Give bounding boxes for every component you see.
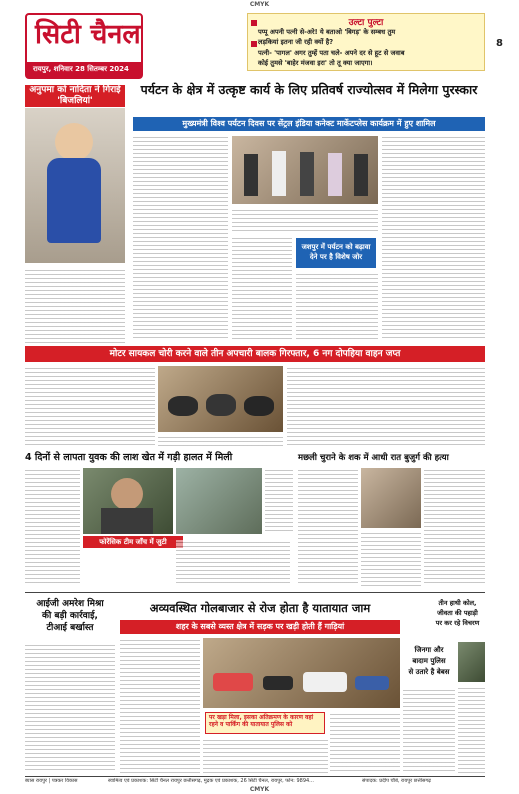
bullet-icon bbox=[251, 41, 257, 47]
seized-vehicles-photo bbox=[158, 366, 283, 432]
main-story-subhead: मुख्यमंत्री विश्व पर्यटन दिवस पर सेंट्रल इंडिया कनेक्ट मार्केटप्लेस कार्यक्रम में हुए शामिल bbox=[133, 117, 485, 131]
cmyk-bottom-marker: CMYK bbox=[249, 786, 270, 793]
masthead bbox=[25, 13, 143, 79]
actress-photo bbox=[25, 108, 125, 263]
missing-story-headline: 4 दिनों से लापता युवक की लाश खेत में गड़ी हालत में मिली bbox=[25, 452, 233, 463]
fishing-story-column-2 bbox=[361, 531, 421, 586]
ig-story-headline-line-3: टीआई बर्खास्त bbox=[46, 623, 94, 633]
motorcycle-story-headline: मोटर सायकल चोरी करने वाले तीन अपचारी बालक गिरफ्तार, 6 नग दोपहिया वाहन जप्त bbox=[25, 346, 485, 362]
side-story-body bbox=[25, 268, 125, 343]
trade-story-body bbox=[403, 688, 455, 773]
ig-story-body bbox=[25, 643, 115, 773]
main-story-column-2 bbox=[232, 236, 292, 340]
victim-photo bbox=[83, 468, 173, 534]
ig-story-headline-line-1: आईजी अमरेश मिश्रा bbox=[36, 599, 104, 609]
main-story-headline: पर्यटन के क्षेत्र में उत्कृष्ट कार्य के लिए प्रतिवर्ष राज्योत्सव में मिलेगा पुरस्कार bbox=[140, 82, 478, 97]
page-number: 8 bbox=[496, 38, 503, 49]
footer-left: ब्यास रायपुर | पत्रकर विकास bbox=[25, 778, 78, 784]
fishing-story-column-1 bbox=[298, 468, 358, 586]
footer-middle: स्वामित्व एवं प्रकाशक: सिटी चैनल रायपुर छत्तीसगढ़, मुद्रक एवं प्रकाशक, 26 सिटी चैनल, रायपुर, फोन: 9894... bbox=[108, 778, 314, 784]
trade-story-headline bbox=[403, 645, 455, 683]
golbazar-column-1 bbox=[120, 638, 200, 773]
side-story-headline: अनुपमा को नादिता ने गिराई 'बिजलियां' bbox=[25, 85, 125, 107]
quote-line-1: पप्पू अपनी पत्नी से-अरे! ये बताओ 'बिगड़' के सम्बध तुम bbox=[258, 28, 396, 36]
masthead-date: रायपुर, शनिवार 28 सितम्बर 2024 bbox=[27, 62, 141, 77]
trade-story-headline-line-1: जिनगा और bbox=[414, 646, 444, 654]
elephant-story-headline-line-3: पर कर रहे विचरण bbox=[435, 619, 480, 627]
section-divider bbox=[25, 592, 485, 593]
cmyk-top-marker: CMYK bbox=[249, 1, 270, 8]
motorcycle-story-column-1 bbox=[25, 366, 155, 446]
ceremony-photo bbox=[232, 136, 378, 204]
golbazar-subhead: शहर के सबसे व्यस्त क्षेत्र में सड़क पर खड़ी होती हैं गाड़ियां bbox=[120, 620, 400, 634]
golbazar-column-2 bbox=[203, 738, 328, 773]
motorcycle-story-column-2 bbox=[287, 366, 485, 446]
elephant-story-headline-line-2: जीवता की पहाड़ी bbox=[437, 609, 478, 617]
elephant-story-headline-line-1: तीन हाथी कोल, bbox=[438, 599, 477, 607]
elephant-photo bbox=[458, 642, 485, 682]
main-story-column-4 bbox=[382, 135, 485, 340]
trade-story-headline-line-2: बादाम पुलिस bbox=[412, 657, 446, 665]
footer-right: संपादक: प्रदीप चौबे, रायपुर छत्तीसगढ़ bbox=[362, 778, 431, 784]
vehicles-caption bbox=[158, 435, 283, 447]
fishing-story-headline: मछली चुराने के शक में आधी रात बुजुर्ग की हत्या bbox=[298, 453, 449, 463]
golbazar-callout: पर खड़ा मिला, इसका अतिक्रमण के कारण वहां रहने व पार्किंग की यातायात पुलिस को bbox=[205, 712, 325, 734]
quote-line-4: कोई तुमसे 'बाहेर मंजवा इरा' तो तू क्या जाएगा। bbox=[258, 59, 373, 67]
missing-story-column-2 bbox=[176, 540, 290, 586]
main-story-column-3 bbox=[296, 272, 378, 340]
police-photo bbox=[361, 468, 421, 528]
footer-rule bbox=[25, 776, 485, 777]
missing-story-column-1 bbox=[25, 468, 80, 586]
golbazar-column-3 bbox=[330, 712, 400, 773]
quote-line-2: लड़कियां इतना जी रही क्यों है? bbox=[258, 38, 334, 46]
fishing-story-column-3 bbox=[424, 468, 485, 586]
quote-box bbox=[247, 13, 485, 71]
field-photo bbox=[176, 468, 262, 534]
masthead-title: सिटी चैनल bbox=[35, 19, 141, 50]
elephant-story-body bbox=[458, 686, 485, 773]
bullet-icon bbox=[251, 20, 257, 26]
ig-story-headline bbox=[25, 598, 115, 638]
quote-line-3: पत्नी- 'पागल' अगर तुम्हें पता चले- अपने दर से हूट से जवाब bbox=[258, 49, 405, 57]
photo-caption bbox=[232, 208, 378, 233]
quote-title: उल्टा पुल्टा bbox=[348, 18, 384, 28]
missing-story-column-3 bbox=[265, 468, 293, 534]
forensic-caption: फोरेंसिक टीम जाँच में जुटी bbox=[83, 536, 183, 548]
ig-story-headline-line-2: की बड़ी कार्रवाई, bbox=[42, 611, 98, 621]
trade-story-headline-line-3: से उतारे है बेबस bbox=[408, 668, 450, 676]
traffic-photo bbox=[203, 638, 400, 708]
elephant-story-headline bbox=[430, 598, 485, 638]
golbazar-headline: अव्यवस्थित गोलबाजार से रोज होता है यातायात जाम bbox=[149, 601, 371, 615]
main-story-inset: जशपुर में पर्यटन को बढ़ावा देने पर है विशेष जोर bbox=[296, 238, 376, 268]
main-story-column-1 bbox=[133, 135, 228, 340]
